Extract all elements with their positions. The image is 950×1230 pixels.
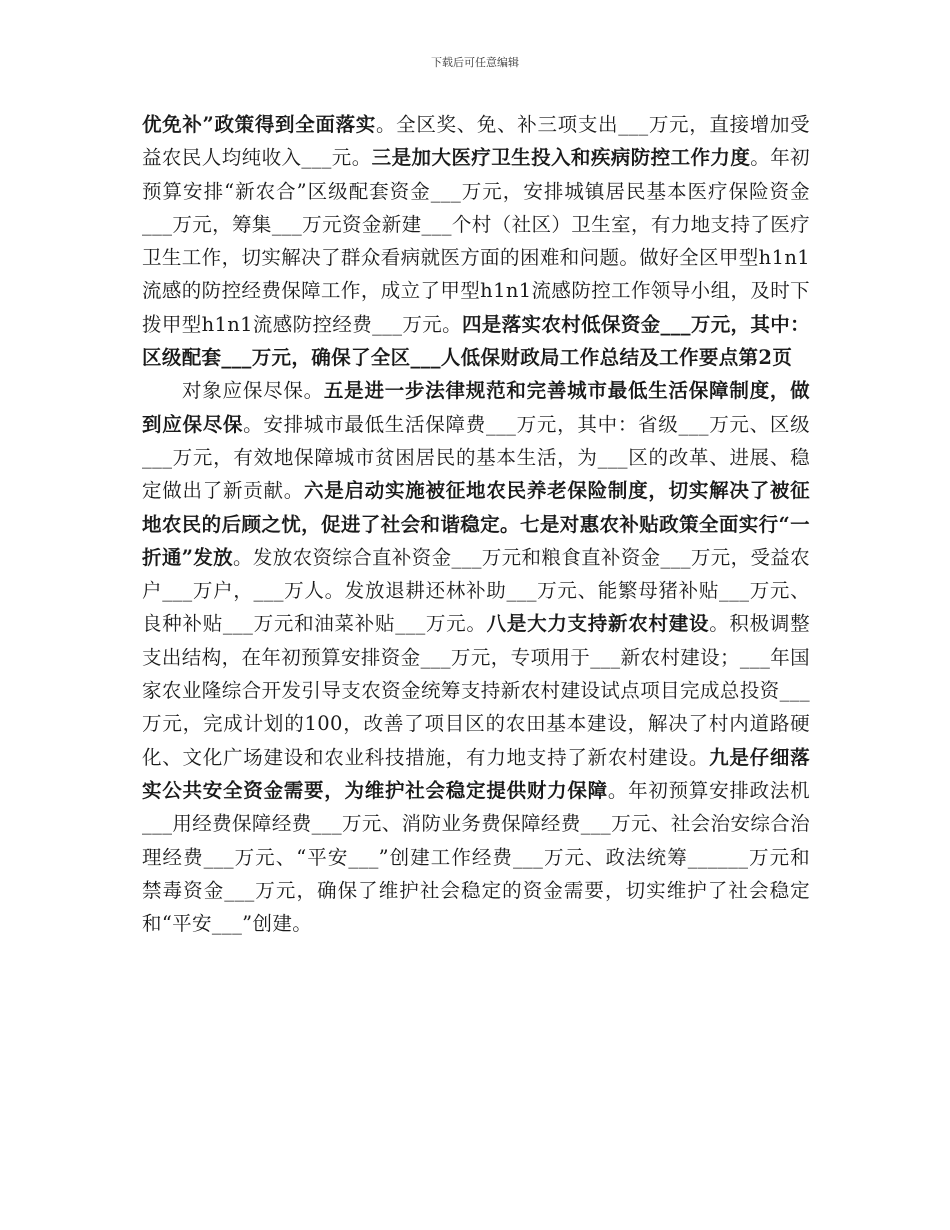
text-segment: 五是进一步法律规范和完善城市最低生活保障制度，做到应保尽保 [142, 379, 810, 436]
text-segment: 。年初预算安排政法机___用经费保障经费___万元、消防业务费保障经费___万元、社会治安综合治理经费___万元、“平安___”创建工作经费___万元、政法统筹______万元和禁毒资金___万元，确保了维护社会稳定的资金需要，切实维护了社会稳定和“平安___”创建。 [142, 778, 810, 936]
text-segment: 。全区奖、免、补三项支出___万元，直接增加受益农民人均纯收入___元。 [142, 113, 810, 170]
text-segment: 。发放农资综合直补资金___万元和粮食直补资金___万元，受益农户___万户，___万人。发放退耕还林补助___万元、能繁母猪补贴___万元、良种补贴___万元和油菜补贴___万元。 [142, 545, 811, 636]
text-segment: 六是启动实施被征地农民养老保险制度，切实解决了被征地农民的后顾之忧，促进了社会和谐稳定。七是对惠农补贴政策全面实行“一折通”发放 [142, 479, 810, 569]
text-segment: 。年初预算安排“新农合”区级配套资金___万元，安排城镇居民基本医疗保险资金___万元，筹集___万元资金新建___个村（社区）卫生室，有力地支持了医疗卫生工作，切实解决了群众看病就医方面的困难和问题。做好全区甲型h1n1流感的防控经费保障工作，成立了甲型h1n1流感防控工作领导小组，及时下拨甲型h1n1流感防控经费___万元。 [142, 146, 810, 336]
text-segment: 八是大力支持新农村建设 [486, 612, 710, 636]
text-segment: 。积极调整支出结构，在年初预算安排资金___万元，专项用于___新农村建设；___年国家农业隆综合开发引导支农资金统筹支持新农村建设试点项目完成总投资___万元，完成计划的100，改善了项目区的农田基本建设，解决了村内道路硬化、文化广场建设和农业科技措施，有力地支持了新农村建设。 [142, 612, 810, 769]
paragraph-2 [142, 374, 810, 940]
document-body [142, 108, 810, 940]
text-segment: 四是落实农村低保资金___万元，其中：区级配套___万元，确保了全区___人低保财政局工作总结及工作要点第2页 [142, 312, 810, 370]
text-segment: 优免补”政策得到全面落实 [142, 113, 376, 136]
paragraph-1 [142, 108, 810, 374]
text-segment: 三是加大医疗卫生投入和疾病防控工作力度 [371, 146, 751, 170]
text-segment: 九是仔细落实公共安全资金需要，为维护社会稳定提供财力保障 [142, 745, 810, 802]
text-segment: 对象应保尽保。 [182, 379, 324, 403]
page-header: 下载后可任意编辑 [431, 56, 519, 69]
text-segment: 。安排城市最低生活保障费___万元，其中：省级___万元、区级___万元，有效地保障城市贫困居民的基本生活，为___区的改革、进展、稳定做出了新贡献。 [142, 412, 810, 503]
